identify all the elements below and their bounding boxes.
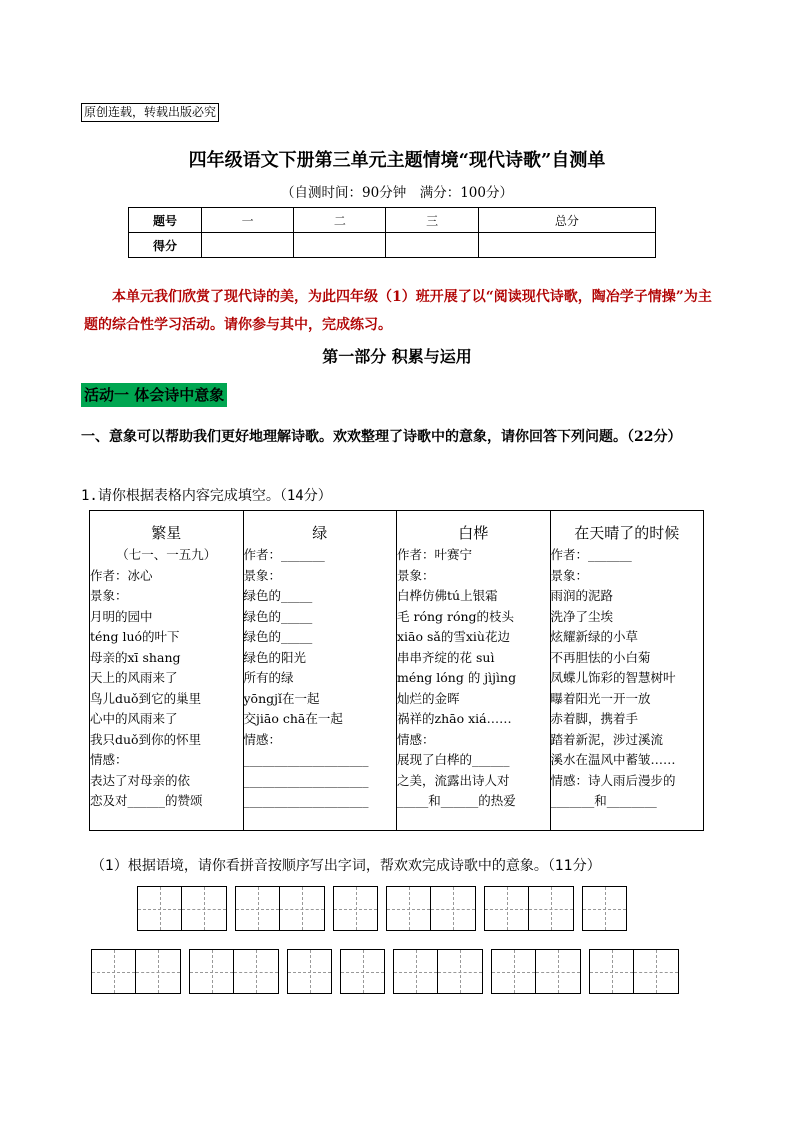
character-box[interactable] [333,886,378,931]
pinyin-answer-group[interactable] [393,949,483,994]
poem-line: 溪水在温风中蓄皱…… [550,752,676,767]
poem-line: 天上的风雨来了 [90,670,178,685]
poem-table [89,510,704,831]
poem-title: 在天晴了的时候 [574,526,680,542]
poem-title: 繁星 [151,526,182,542]
sub-question-1: 1.请你根据表格内容完成填空。（14分） [81,488,332,504]
sub-question-1-1: （1）根据语境，请你看拼音按顺序写出字词，帮欢欢完成诗歌中的意象。（11分） [91,858,601,874]
poem-cell-baihua [397,511,551,831]
character-box[interactable] [182,886,227,931]
poem-line: 踏着新泥，涉过溪流 [550,731,664,747]
pinyin-answer-group[interactable] [235,886,325,931]
pinyin-answer-group[interactable] [340,949,385,994]
character-box[interactable] [340,949,385,994]
poem-line: 凤蝶儿饰彩的智慧树叶 [550,670,676,685]
poem-line: ____________________ [243,772,369,788]
character-box[interactable] [287,949,332,994]
poem-line: ____________________ [243,752,369,767]
poem-line: 心中的风雨来了 [90,711,178,726]
pinyin-answer-group[interactable] [589,949,679,994]
character-box[interactable] [634,949,679,994]
poem-line: 月明的园中 [90,608,153,624]
poem-line: yōngjǐ在一起 [243,690,320,706]
poem-line: 所有的绿 [243,670,294,685]
question-1: 一、意象可以帮助我们更好地理解诗歌。欢欢整理了诗歌中的意象，请你回答下列问题。（22分） [81,429,682,445]
score-input-cell[interactable] [386,233,478,258]
poem-line: 作者：叶赛宁 [397,547,473,562]
poem-cell-lv [243,511,397,831]
pinyin-answer-group[interactable] [386,886,476,931]
poem-line: 灿烂的金晖 [397,690,460,706]
pinyin-answer-group[interactable] [484,886,574,931]
poem-line: 毛 róng róng的枝头 [397,608,515,624]
character-box[interactable] [438,949,483,994]
character-box[interactable] [234,949,279,994]
character-box[interactable] [137,886,182,931]
page-title: 四年级语文下册第三单元主题情境“现代诗歌”自测单 [188,150,606,171]
character-box[interactable] [136,949,181,994]
poem-line: _____和______的热爱 [397,793,516,808]
score-cell: 一 [202,208,294,233]
poem-line: xiāo sǎ的雪xiù花边 [397,629,510,644]
poem-line: 赤着脚，携着手 [550,711,639,726]
poem-line: 绿色的_____ [243,629,313,644]
poem-line: 曝着阳光一开一放 [550,690,651,706]
poem-title: 白桦 [458,526,489,542]
poem-line: 绿色的阳光 [243,649,307,665]
poem-cell-fanxing [90,511,244,831]
pinyin-answer-group[interactable] [582,886,627,931]
pinyin-answer-group[interactable] [137,886,227,931]
poem-line: 不再胆怯的小白菊 [550,649,651,665]
copyright-notice: 原创连载，转载出版必究 [81,103,219,122]
poem-line: 之美，流露出诗人对 [397,772,510,788]
page-subtitle: （自测时间：90分钟 满分：100分） [281,185,513,201]
poem-line: 情感： [243,731,282,747]
poem-line: 景象： [90,588,128,603]
poem-line: 景象： [550,567,589,583]
poem-line: _______和________ [550,793,657,808]
poem-line: 展现了白桦的______ [397,752,510,767]
score-table-input-row [129,233,656,258]
poem-line: 恋及对______的赞颂 [90,793,203,808]
poem-line: 情感：诗人雨后漫步的 [550,772,676,788]
poem-line: méng lóng 的 jìjìng [397,670,517,685]
poem-line: 绿色的_____ [243,608,313,624]
score-table [128,207,656,258]
poem-line: 白桦仿佛tú上银霜 [397,588,498,603]
pinyin-answer-group[interactable] [491,949,581,994]
poem-line: 景象： [397,567,435,583]
character-box[interactable] [91,949,136,994]
character-box[interactable] [386,886,431,931]
poem-line: 炫耀新绿的小草 [550,629,639,644]
score-input-cell[interactable] [202,233,294,258]
poem-line: 作者：_______ [243,547,325,562]
score-row-label: 得分 [129,233,202,258]
poem-line: 鸟儿duǒ到它的巢里 [90,690,202,706]
pinyin-answer-group[interactable] [91,949,181,994]
poem-line: ____________________ [243,793,369,808]
score-input-cell[interactable] [294,233,386,258]
poem-line: 绿色的_____ [243,588,313,603]
poem-title: 绿 [312,526,328,542]
pinyin-answer-group[interactable] [189,949,279,994]
character-box[interactable] [189,949,234,994]
intro-paragraph: 本单元我们欣赏了现代诗的美，为此四年级（1）班开展了以“阅读现代诗歌，陶冶学子情操”为主题的综合性学习活动。请你参与其中，完成练习。 [84,289,712,333]
poem-line: 作者：_______ [550,547,632,562]
character-box[interactable] [431,886,476,931]
poem-line: 雨润的泥路 [550,588,614,603]
poem-line: téng luó的叶下 [90,629,180,644]
poem-line: 景象： [243,567,282,583]
character-box[interactable] [484,886,529,931]
character-box[interactable] [393,949,438,994]
score-table-header-row [129,208,656,233]
poem-line: 串串齐绽的花 suì [397,649,495,665]
poem-cell-tianqing [550,511,704,831]
score-input-cell[interactable] [478,233,655,258]
poem-line: 情感： [90,752,128,767]
character-box[interactable] [589,949,634,994]
score-cell: 三 [386,208,478,233]
activity-heading: 活动一 体会诗中意象 [81,383,227,407]
score-cell-label: 题号 [129,208,202,233]
poem-line: 洗净了尘埃 [550,608,614,624]
poem-line: 母亲的xī shang [90,649,181,665]
poem-line: 表达了对母亲的依 [90,772,191,788]
poem-line: 作者：冰心 [90,567,153,583]
character-box[interactable] [582,886,627,931]
writing-grid-row-1 [137,886,635,931]
character-box[interactable] [491,949,536,994]
character-box[interactable] [280,886,325,931]
score-cell: 二 [294,208,386,233]
character-box[interactable] [529,886,574,931]
poem-line: 情感： [397,731,435,747]
section-heading: 第一部分 积累与运用 [322,347,472,366]
poem-line: 交jiāo chā在一起 [243,711,343,726]
character-box[interactable] [235,886,280,931]
writing-grid-row-2 [91,949,687,994]
character-box[interactable] [536,949,581,994]
poem-line: 我只duǒ到你的怀里 [90,731,202,747]
poem-line: （七一、一五九） [116,547,217,562]
score-cell: 总分 [478,208,655,233]
pinyin-answer-group[interactable] [333,886,378,931]
pinyin-answer-group[interactable] [287,949,332,994]
poem-line: 祸祥的zhāo xiá…… [397,711,512,726]
